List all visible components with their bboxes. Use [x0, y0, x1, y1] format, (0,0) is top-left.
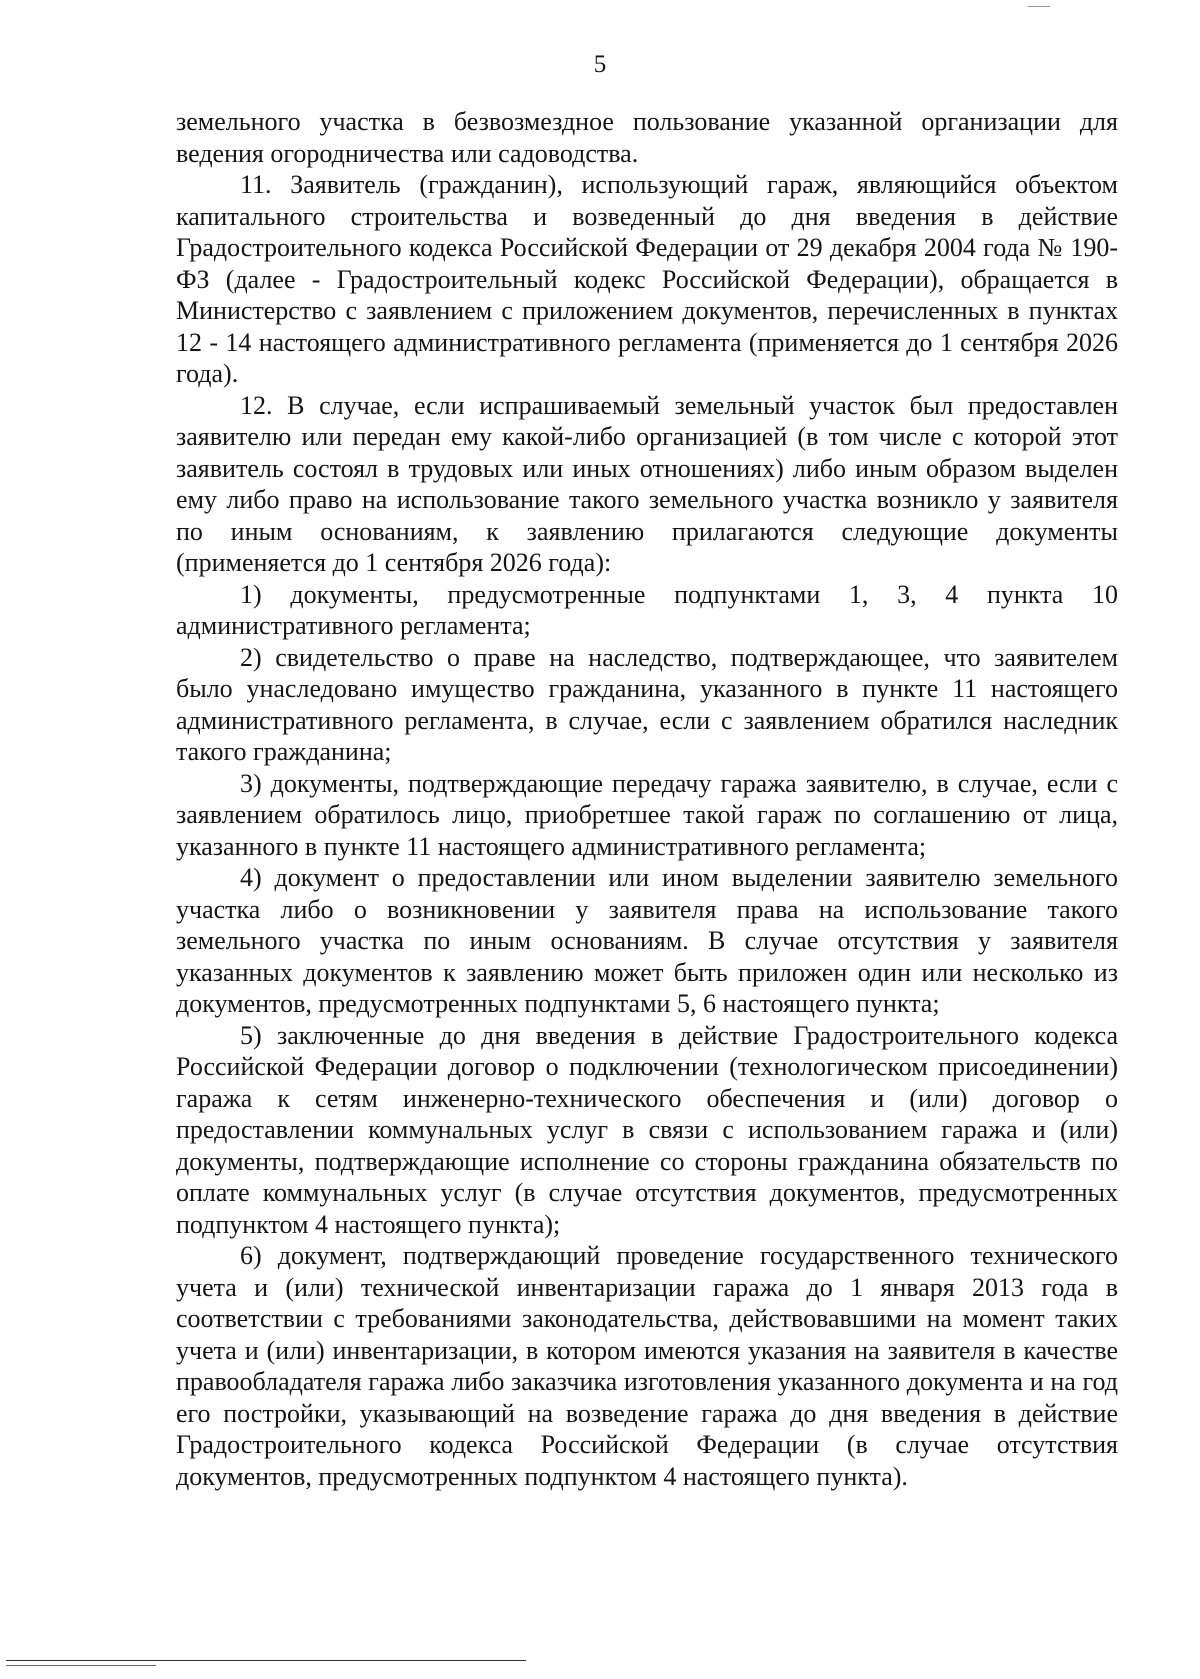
- subparagraph-5: 5) заключенные до дня введения в действие Градостроительного кодекса Российской Федерации договор о подключении (технологическом присоединении) гаража к сетям инженерно-технического обеспечения и (или) договор о предоставлении коммунальных услуг в связи с использованием гаража и (или) документы, подтверждающие исполнение со стороны гражданина обязательств по оплате коммунальных услуг (в случае отсутствия документов, предусмотренных подпунктом 4 настоящего пункта);: [176, 1020, 1118, 1239]
- footnote-separator-line: [6, 1660, 526, 1661]
- paragraph-item-11: 11. Заявитель (гражданин), использующий гараж, являющийся объектом капитального строительства и возведенный до дня введения в действие Градостроительного кодекса Российской Федерации от 29 декабря 2004 года № 190-ФЗ (далее - Градостроительный кодекс Российской Федерации), обращается в Министерство с заявлением с приложением документов, перечисленных в пунктах 12 - 14 настоящего административного регламента (применяется до 1 сентября 2026 года).: [176, 170, 1118, 388]
- subparagraph-4: 4) документ о предоставлении или ином выделении заявителю земельного участка либо о возникновении у заявителя права на использование такого земельного участка по иным основаниям. В случае отсутствия у заявителя указанных документов к заявлению может быть приложен один или несколько из документов, предусмотренных подпунктами 5, 6 настоящего пункта;: [176, 863, 1118, 1018]
- paragraph-continuation: земельного участка в безвозмездное пользование указанной организации для ведения огородничества или садоводства.: [176, 107, 1118, 168]
- subparagraph-2: 2) свидетельство о праве на наследство, подтверждающее, что заявителем было унаследовано имущество гражданина, указанного в пункте 11 настоящего административного регламента, в случае, если с заявлением обратился наследник такого гражданина;: [176, 642, 1118, 766]
- paragraph-item-12: 12. В случае, если испрашиваемый земельный участок был предоставлен заявителю или передан ему какой-либо организацией (в том числе с которой этот заявитель состоял в трудовых или иных отношениях) либо иным образом выделен ему либо право на использование такого земельного участка возникло у заявителя по иным основаниям, к заявлению прилагаются следующие документы (применяется до 1 сентября 2026 года):: [176, 390, 1118, 577]
- subparagraph-6: 6) документ, подтверждающий проведение государственного технического учета и (или) технической инвентаризации гаража до 1 января 2013 года в соответствии с требованиями законодательства, действовавшими на момент таких учета и (или) инвентаризации, в котором имеются указания на заявителя в качестве правообладателя гаража либо заказчика изготовления указанного документа и на год его постройки, указывающий на возведение гаража до дня введения в действие Градостроительного кодекса Российской Федерации (в случае отсутствия документов, предусмотренных подпунктом 4 настоящего пункта).: [176, 1241, 1118, 1491]
- subparagraph-3: 3) документы, подтверждающие передачу гаража заявителю, в случае, если с заявлением обратилось лицо, приобретшее такой гараж по соглашению от лица, указанного в пункте 11 настоящего административного регламента;: [176, 768, 1118, 861]
- subparagraph-1: 1) документы, предусмотренные подпунктами 1, 3, 4 пункта 10 административного регламента;: [176, 579, 1118, 640]
- scan-artifact-mark: [1028, 6, 1050, 7]
- footnote-separator-line-short: [6, 1665, 156, 1666]
- document-body: [176, 106, 1118, 1492]
- page-number: 5: [593, 51, 607, 78]
